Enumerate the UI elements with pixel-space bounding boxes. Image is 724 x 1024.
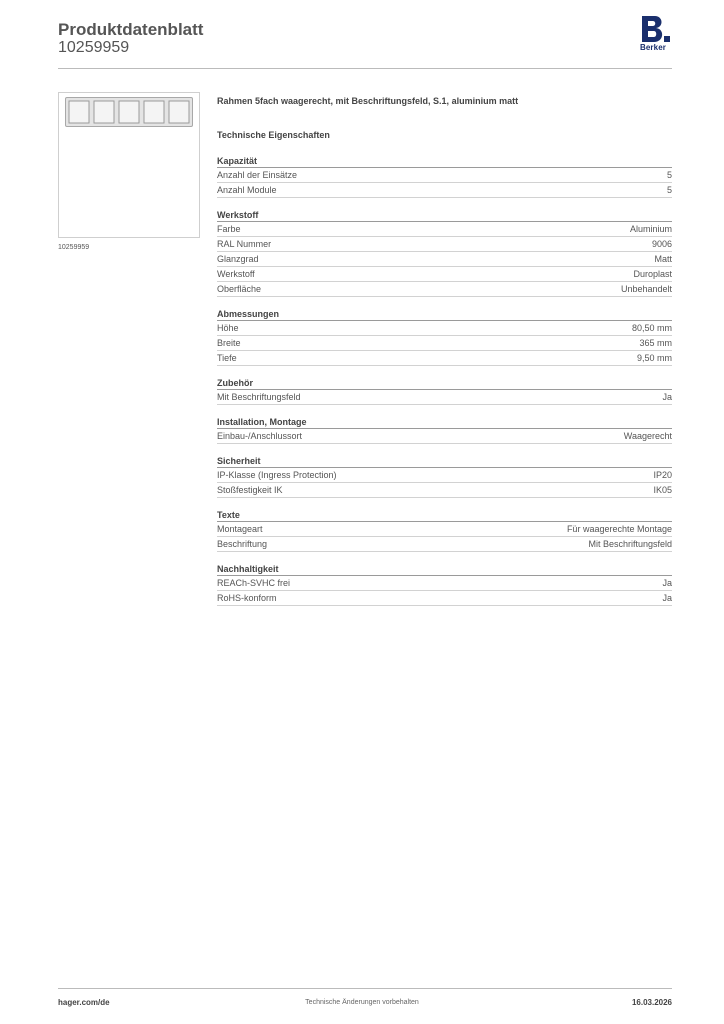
spec-label: IP-Klasse (Ingress Protection) bbox=[217, 470, 337, 480]
spec-row bbox=[217, 576, 672, 591]
logo-text: Berker bbox=[640, 43, 666, 52]
spec-value: IP20 bbox=[653, 470, 672, 480]
spec-value: Ja bbox=[662, 593, 672, 603]
spec-row bbox=[217, 351, 672, 366]
group-title: Sicherheit bbox=[217, 455, 672, 468]
spec-content bbox=[217, 96, 672, 606]
spec-label: Beschriftung bbox=[217, 539, 268, 549]
spec-label: Stoßfestigkeit IK bbox=[217, 485, 283, 495]
spec-row bbox=[217, 537, 672, 552]
footer-website-link[interactable]: hager.com/de bbox=[58, 998, 110, 1007]
spec-label: Höhe bbox=[217, 323, 239, 333]
frame-illustration bbox=[65, 97, 193, 127]
berker-b-icon bbox=[640, 16, 670, 42]
spec-label: Anzahl der Einsätze bbox=[217, 170, 298, 180]
spec-row bbox=[217, 468, 672, 483]
spec-label: Montageart bbox=[217, 524, 263, 534]
spec-group-abmessungen bbox=[217, 308, 672, 366]
spec-group-nachhaltigkeit bbox=[217, 563, 672, 606]
spec-value: Für waagerechte Montage bbox=[566, 524, 672, 534]
group-title: Nachhaltigkeit bbox=[217, 563, 672, 576]
spec-label: Mit Beschriftungsfeld bbox=[217, 392, 301, 402]
spec-value: Ja bbox=[662, 392, 672, 402]
group-title: Kapazität bbox=[217, 155, 672, 168]
product-title: Rahmen 5fach waagerecht, mit Beschriftungsfeld, S.1, aluminium matt bbox=[217, 96, 519, 106]
image-caption: 10259959 bbox=[58, 244, 90, 251]
spec-value: Duroplast bbox=[633, 269, 672, 279]
spec-value: 365 mm bbox=[639, 338, 672, 348]
spec-row bbox=[217, 183, 672, 198]
spec-group-zubehoer bbox=[217, 377, 672, 405]
spec-value: Mit Beschriftungsfeld bbox=[588, 539, 672, 549]
spec-row bbox=[217, 483, 672, 498]
spec-value: Matt bbox=[654, 254, 672, 264]
spec-label: Einbau-/Anschlussort bbox=[217, 431, 303, 441]
spec-value: 9006 bbox=[651, 239, 672, 249]
spec-label: Glanzgrad bbox=[217, 254, 259, 264]
spec-row bbox=[217, 321, 672, 336]
berker-logo bbox=[640, 16, 674, 52]
spec-row bbox=[217, 390, 672, 405]
spec-row bbox=[217, 237, 672, 252]
group-title: Abmessungen bbox=[217, 308, 672, 321]
spec-value: IK05 bbox=[653, 485, 672, 495]
spec-label: RoHS-konform bbox=[217, 593, 277, 603]
group-title: Zubehör bbox=[217, 377, 672, 390]
spec-row bbox=[217, 522, 672, 537]
spec-label: Farbe bbox=[217, 224, 241, 234]
spec-value: 80,50 mm bbox=[631, 323, 672, 333]
spec-row bbox=[217, 429, 672, 444]
spec-label: RAL Nummer bbox=[217, 239, 272, 249]
spec-group-texte bbox=[217, 509, 672, 552]
spec-label: Oberfläche bbox=[217, 284, 262, 294]
spec-value: 5 bbox=[666, 185, 672, 195]
footer-date: 16.03.2026 bbox=[631, 998, 672, 1007]
spec-row bbox=[217, 336, 672, 351]
product-image bbox=[58, 92, 200, 238]
document-title: Produktdatenblatt bbox=[58, 20, 204, 39]
spec-value: Unbehandelt bbox=[620, 284, 672, 294]
spec-group-installation bbox=[217, 416, 672, 444]
spec-label: REACh-SVHC frei bbox=[217, 578, 291, 588]
spec-group-sicherheit bbox=[217, 455, 672, 498]
spec-group-kapazitaet bbox=[217, 155, 672, 198]
spec-row bbox=[217, 267, 672, 282]
spec-row bbox=[217, 591, 672, 606]
spec-value: 9,50 mm bbox=[636, 353, 672, 363]
spec-value: Aluminium bbox=[629, 224, 672, 234]
footer-notice: Technische Änderungen vorbehalten bbox=[305, 999, 419, 1006]
product-number: 10259959 bbox=[58, 39, 130, 56]
spec-label: Breite bbox=[217, 338, 241, 348]
spec-label: Anzahl Module bbox=[217, 185, 277, 195]
header-divider bbox=[58, 68, 672, 69]
spec-label: Werkstoff bbox=[217, 269, 255, 279]
spec-value: Waagerecht bbox=[623, 431, 672, 441]
section-heading: Technische Eigenschaften bbox=[217, 130, 330, 140]
spec-label: Tiefe bbox=[217, 353, 237, 363]
group-title: Werkstoff bbox=[217, 209, 672, 222]
group-title: Texte bbox=[217, 509, 672, 522]
spec-value: Ja bbox=[662, 578, 672, 588]
spec-group-werkstoff bbox=[217, 209, 672, 297]
spec-row bbox=[217, 252, 672, 267]
spec-value: 5 bbox=[666, 170, 672, 180]
spec-row bbox=[217, 168, 672, 183]
spec-row bbox=[217, 222, 672, 237]
footer-divider bbox=[58, 988, 672, 989]
spec-row bbox=[217, 282, 672, 297]
group-title: Installation, Montage bbox=[217, 416, 672, 429]
